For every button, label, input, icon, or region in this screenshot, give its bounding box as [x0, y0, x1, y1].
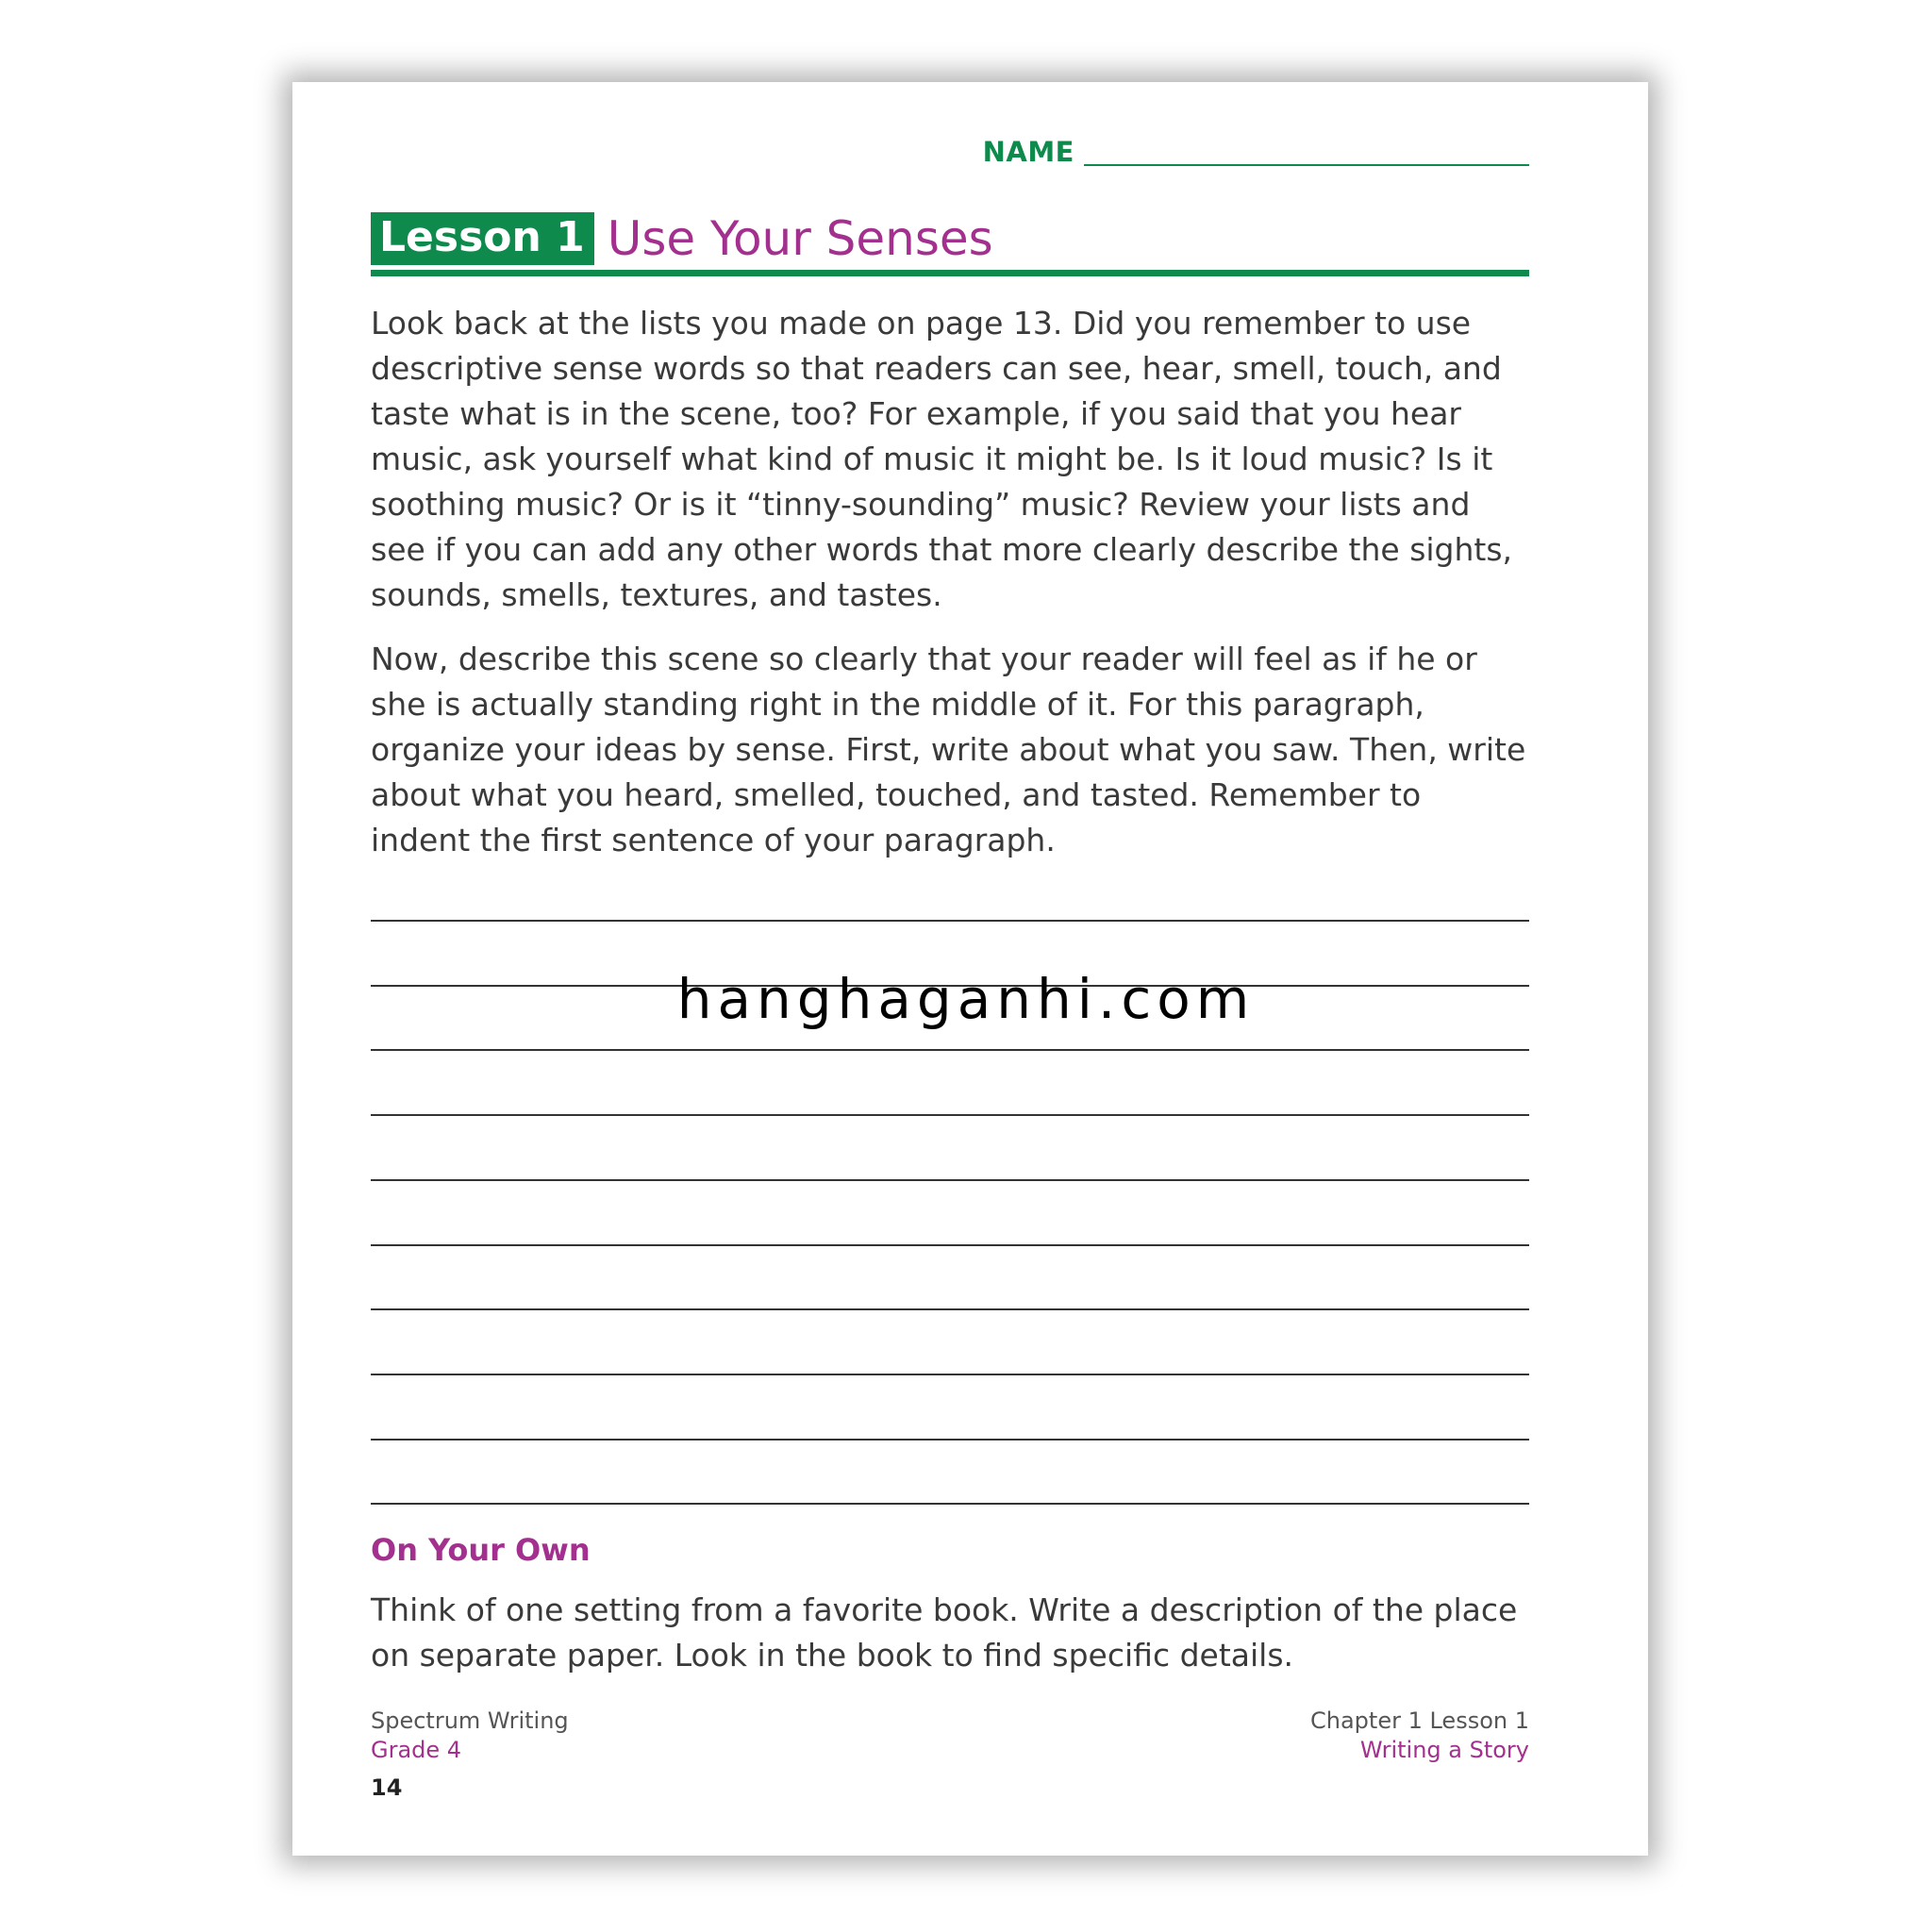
- watermark-text: hanghaganhi.com: [676, 967, 1256, 1031]
- writing-line: [371, 1049, 1529, 1051]
- instructions-paragraph-2: Now, describe this scene so clearly that your reader will feel as if he or she is actually standing right in the middle of it. For this paragraph, organize your ideas by sense. First, write about what you saw. Then, write about what you heard, smelled, touched, and tasted. Remember to indent the first sentence of your paragraph.: [371, 641, 1526, 858]
- footer-right: [1310, 1707, 1529, 1765]
- name-blank-line: [1084, 163, 1529, 166]
- writing-line: [371, 1244, 1529, 1246]
- page-number: 14: [371, 1774, 403, 1801]
- writing-line: [371, 1374, 1529, 1375]
- footer-section: Writing a Story: [1359, 1737, 1529, 1763]
- instructions-paragraph-1: Look back at the lists you made on page 13. Did you remember to use descriptive sense words so that readers can see, hear, smell, touch, and taste what is in the scene, too? For example, if you said that you hear music, ask yourself what kind of music it might be. Is it loud music? Is it soothing music? Or is it “tinny-sounding” music? Review your lists and see if you can add any other words that more clearly describe the sights, sounds, smells, textures, and tastes.: [371, 305, 1513, 613]
- lesson-title: Use Your Senses: [607, 211, 993, 266]
- lesson-badge: Lesson 1: [371, 212, 594, 265]
- writing-line: [371, 920, 1529, 922]
- writing-line: [371, 1179, 1529, 1181]
- on-your-own-heading: On Your Own: [371, 1532, 591, 1568]
- name-label: NAME: [982, 136, 1074, 168]
- title-divider: [371, 270, 1529, 276]
- footer-left: [371, 1707, 569, 1765]
- on-your-own-text: Think of one setting from a favorite book. Write a description of the place on separate paper. Look in the book to find specific details.: [371, 1591, 1518, 1674]
- footer-grade: Grade 4: [371, 1737, 462, 1763]
- writing-line: [371, 1439, 1529, 1441]
- lesson-header: [371, 210, 1529, 267]
- writing-line: [371, 1308, 1529, 1310]
- writing-line: [371, 1503, 1529, 1505]
- name-field: [982, 136, 1529, 168]
- footer-series: Spectrum Writing: [371, 1707, 569, 1734]
- writing-line: [371, 1114, 1529, 1116]
- footer-chapter: Chapter 1 Lesson 1: [1310, 1707, 1529, 1734]
